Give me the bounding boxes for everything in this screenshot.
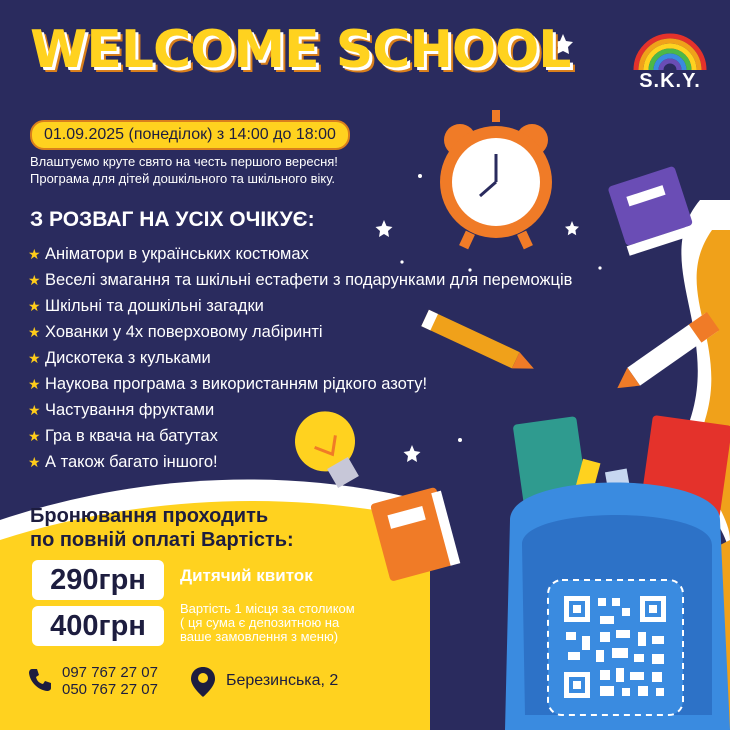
location-pin-icon (190, 666, 216, 698)
table-seat-label (180, 602, 355, 644)
list-item: ★ Наукова програма з використанням рідкого азоту! (28, 374, 428, 393)
phone-number[interactable]: 050 767 27 07 (62, 681, 158, 698)
star-icon: ★ (28, 246, 41, 263)
phone-numbers (62, 664, 158, 698)
table-seat-label-line: ваше замовлення з меню) (180, 629, 339, 644)
phone-number[interactable]: 097 767 27 07 (62, 664, 158, 681)
list-item: ★ Веселі змагання та шкільні естафети з подарунками для переможців (28, 271, 573, 290)
intro-line: Програма для дітей дошкільного та шкільного віку. (30, 171, 336, 186)
alarm-clock-icon (440, 110, 552, 249)
booking-text (30, 504, 294, 552)
list-item: ★ Гра в квача на батутах (28, 426, 218, 445)
intro-line: Влаштуємо круте свято на честь першого вересня! (30, 154, 338, 169)
list-item: ★ Аніматори в українських костюмах (28, 245, 309, 264)
address: Березинська, 2 (226, 672, 339, 689)
star-icon: ★ (28, 324, 41, 341)
list-item: ★ Дискотека з кульками (28, 349, 211, 367)
star-icon: ★ (28, 427, 41, 444)
phone-icon (26, 666, 54, 694)
booking-line: Бронювання проходить (30, 505, 269, 527)
intro-text (30, 153, 338, 187)
table-seat-label-line: ( ця сума є депозитною на (180, 615, 340, 630)
star-icon: ★ (28, 453, 41, 470)
star-icon: ★ (28, 350, 41, 366)
star-icon: ★ (28, 401, 41, 418)
list-item: ★ Шкільні та дошкільні загадки (28, 297, 264, 316)
activities-heading: З РОЗВАГ НА УСІХ ОЧІКУЄ: (30, 208, 315, 231)
child-ticket-label: Дитячий квиток (180, 566, 313, 585)
table-seat-label-line: Вартість 1 місця за столиком (180, 601, 355, 616)
booking-line: по повній оплаті Вартість: (30, 529, 294, 551)
qr-code-icon[interactable] (560, 592, 670, 702)
list-item: ★ Хованки у 4х поверховому лабіринті (28, 323, 323, 342)
logo-text: S.K.Y. (639, 70, 701, 92)
list-item: ★ Частування фруктами (28, 400, 215, 419)
table-seat-price: 400грн (32, 606, 164, 646)
star-icon: ★ (28, 298, 41, 315)
star-icon: ★ (28, 375, 41, 392)
poster-title: WELCOME SCHOOL (30, 20, 571, 80)
activities-list (28, 242, 572, 475)
child-ticket-price: 290грн (32, 560, 164, 600)
star-icon: ★ (28, 272, 41, 289)
event-date: 01.09.2025 (понеділок) з 14:00 до 18:00 (30, 120, 350, 150)
list-item: ★ А також багато іншого! (28, 452, 218, 471)
